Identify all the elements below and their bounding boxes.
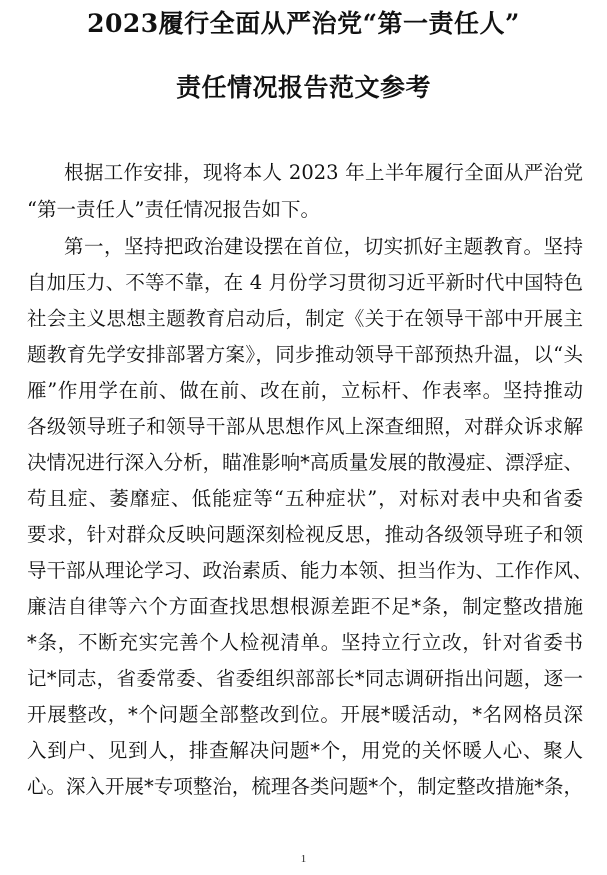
paragraph-2-line-14: 开展整改，*个问题全部整改到位。开展*暖活动，*名网格员深 bbox=[27, 703, 583, 726]
paragraph-2-line-8: 苟且症、萎靡症、低能症等“五种症状”，对标对表中央和省委 bbox=[27, 487, 583, 510]
page-number: 1 bbox=[300, 853, 307, 865]
paragraph-2-line-7: 决情况进行深入分析，瞄准影响*高质量发展的散漫症、漂浮症、 bbox=[27, 451, 583, 474]
paragraph-2-line-12: *条，不断充实完善个人检视清单。坚持立行立改，针对省委书 bbox=[27, 631, 583, 654]
paragraph-2-line-9: 要求，针对群众反映问题深刻检视反思，推动各级领导班子和领 bbox=[27, 523, 583, 546]
paragraph-2-line-13: 记*同志，省委常委、省委组织部部长*同志调研指出问题，逐一 bbox=[27, 667, 583, 690]
paragraph-2-line-16: 心。深入开展*专项整治，梳理各类问题*个，制定整改措施*条， bbox=[27, 775, 583, 798]
paragraph-2-line-15: 入到户、见到人，排查解决问题*个，用党的关怀暖人心、聚人 bbox=[27, 739, 583, 762]
paragraph-2-line-1: 第一，坚持把政治建设摆在首位，切实抓好主题教育。坚持 bbox=[64, 235, 583, 258]
paragraph-1-line-2: “第一责任人”责任情况报告如下。 bbox=[27, 198, 320, 221]
paragraph-2-line-5: 雁”作用学在前、做在前、改在前，立标杆、作表率。坚持推动 bbox=[27, 379, 583, 402]
paragraph-2-line-4: 题教育先学安排部署方案》，同步推动领导干部预热升温，以“头 bbox=[27, 343, 583, 366]
paragraph-2-line-2: 自加压力、不等不靠，在 4 月份学习贯彻习近平新时代中国特色 bbox=[27, 271, 583, 294]
document-title-line-2: 责任情况报告范文参考 bbox=[175, 73, 431, 102]
paragraph-2-line-11: 廉洁自律等六个方面查找思想根源差距不足*条，制定整改措施 bbox=[27, 595, 583, 618]
paragraph-2-line-10: 导干部从理论学习、政治素质、能力本领、担当作为、工作作风、 bbox=[27, 559, 593, 582]
paragraph-2-line-3: 社会主义思想主题教育启动后，制定《关于在领导干部中开展主 bbox=[27, 307, 583, 330]
document-title-line-1: 2023履行全面从严治党“第一责任人” bbox=[87, 9, 520, 38]
paragraph-1-line-1: 根据工作安排，现将本人 2023 年上半年履行全面从严治党 bbox=[64, 161, 583, 184]
paragraph-2-line-6: 各级领导班子和领导干部从思想作风上深查细照，对群众诉求解 bbox=[27, 415, 583, 438]
